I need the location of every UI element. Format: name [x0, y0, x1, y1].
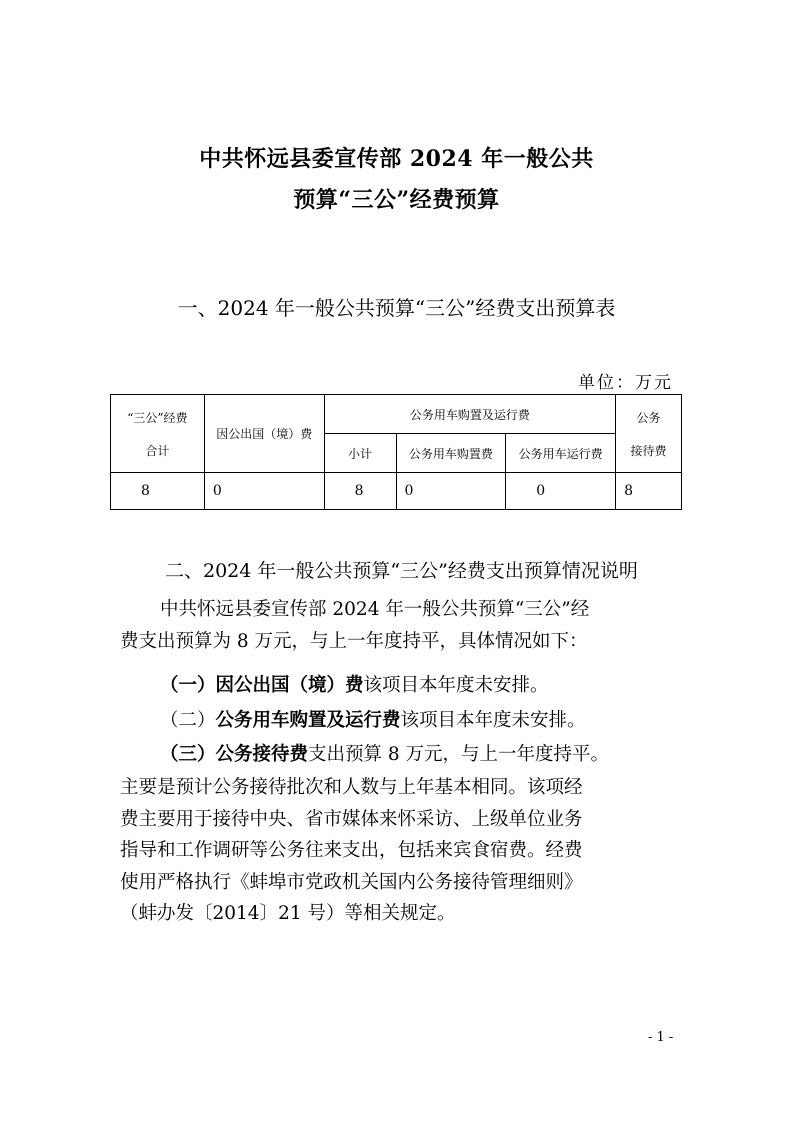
header-total-bottom: 合计 [145, 443, 170, 458]
item-1-label: （一）因公出国（境）费 [160, 675, 364, 696]
header-abroad: 因公出国（境）费 [204, 395, 324, 473]
header-total-top: “三公”经费 [127, 410, 188, 425]
item-1-text: 该项目本年度未安排。 [363, 675, 549, 696]
budget-table [110, 394, 682, 510]
unit-label: 单位：万元 [578, 373, 673, 393]
item-2-text: 该项目本年度未安排。 [400, 710, 586, 731]
value-operation: 0 [506, 473, 616, 510]
item-3 [160, 740, 609, 766]
header-reception [616, 395, 682, 473]
item-2-label: 公务用车购置及运行费 [215, 710, 401, 731]
document-title-line-2: 预算“三公”经费预算 [293, 187, 500, 213]
page-number: - 1 - [648, 1030, 674, 1045]
intro-line-1: 中共怀远县委宣传部 2024 年一般公共预算“三公”经 [160, 599, 590, 620]
header-reception-top: 公务 [636, 410, 661, 425]
header-vehicle-subtotal: 小计 [324, 434, 396, 473]
item-3-line: 费主要用于接待中央、省市媒体来怀采访、上级单位业务 [120, 808, 583, 830]
header-total [111, 395, 205, 473]
item-3-line: 主要是预计公务接待批次和人数与上年基本相同。该项经 [120, 777, 583, 798]
intro-line-2: 费支出预算为 8 万元，与上一年度持平，具体情况如下： [120, 630, 588, 652]
item-1 [160, 671, 549, 697]
value-subtotal: 8 [324, 473, 396, 510]
item-3-paragraph [120, 772, 680, 930]
item-2 [160, 706, 586, 732]
item-3-label: （三）公务接待费 [160, 744, 309, 765]
section-1-heading: 一、2024 年一般公共预算“三公”经费支出预算表 [177, 296, 616, 320]
item-3-line: 使用严格执行《蚌埠市党政机关国内公务接待管理细则》 [120, 871, 583, 893]
item-2-prefix: （二） [160, 710, 216, 731]
value-total: 8 [111, 473, 205, 510]
header-vehicle: 公务用车购置及运行费 [324, 395, 615, 434]
section-2-heading: 二、2024 年一般公共预算“三公”经费支出预算情况说明 [165, 560, 638, 582]
value-abroad: 0 [204, 473, 324, 510]
value-purchase: 0 [396, 473, 506, 510]
item-3-line: （蚌办发〔2014〕21 号）等相关规定。 [120, 903, 456, 924]
item-3-line: 指导和工作调研等公务往来支出，包括来宾食宿费。经费 [120, 840, 583, 861]
value-reception: 8 [616, 473, 682, 510]
header-vehicle-purchase: 公务用车购置费 [396, 434, 506, 473]
document-title-line-1: 中共怀远县委宣传部 2024 年一般公共 [199, 146, 594, 172]
header-reception-bottom: 接待费 [630, 443, 667, 458]
item-3-text: 支出预算 8 万元，与上一年度持平。 [308, 744, 610, 765]
header-vehicle-operation: 公务用车运行费 [506, 434, 616, 473]
intro-paragraph [120, 594, 680, 657]
